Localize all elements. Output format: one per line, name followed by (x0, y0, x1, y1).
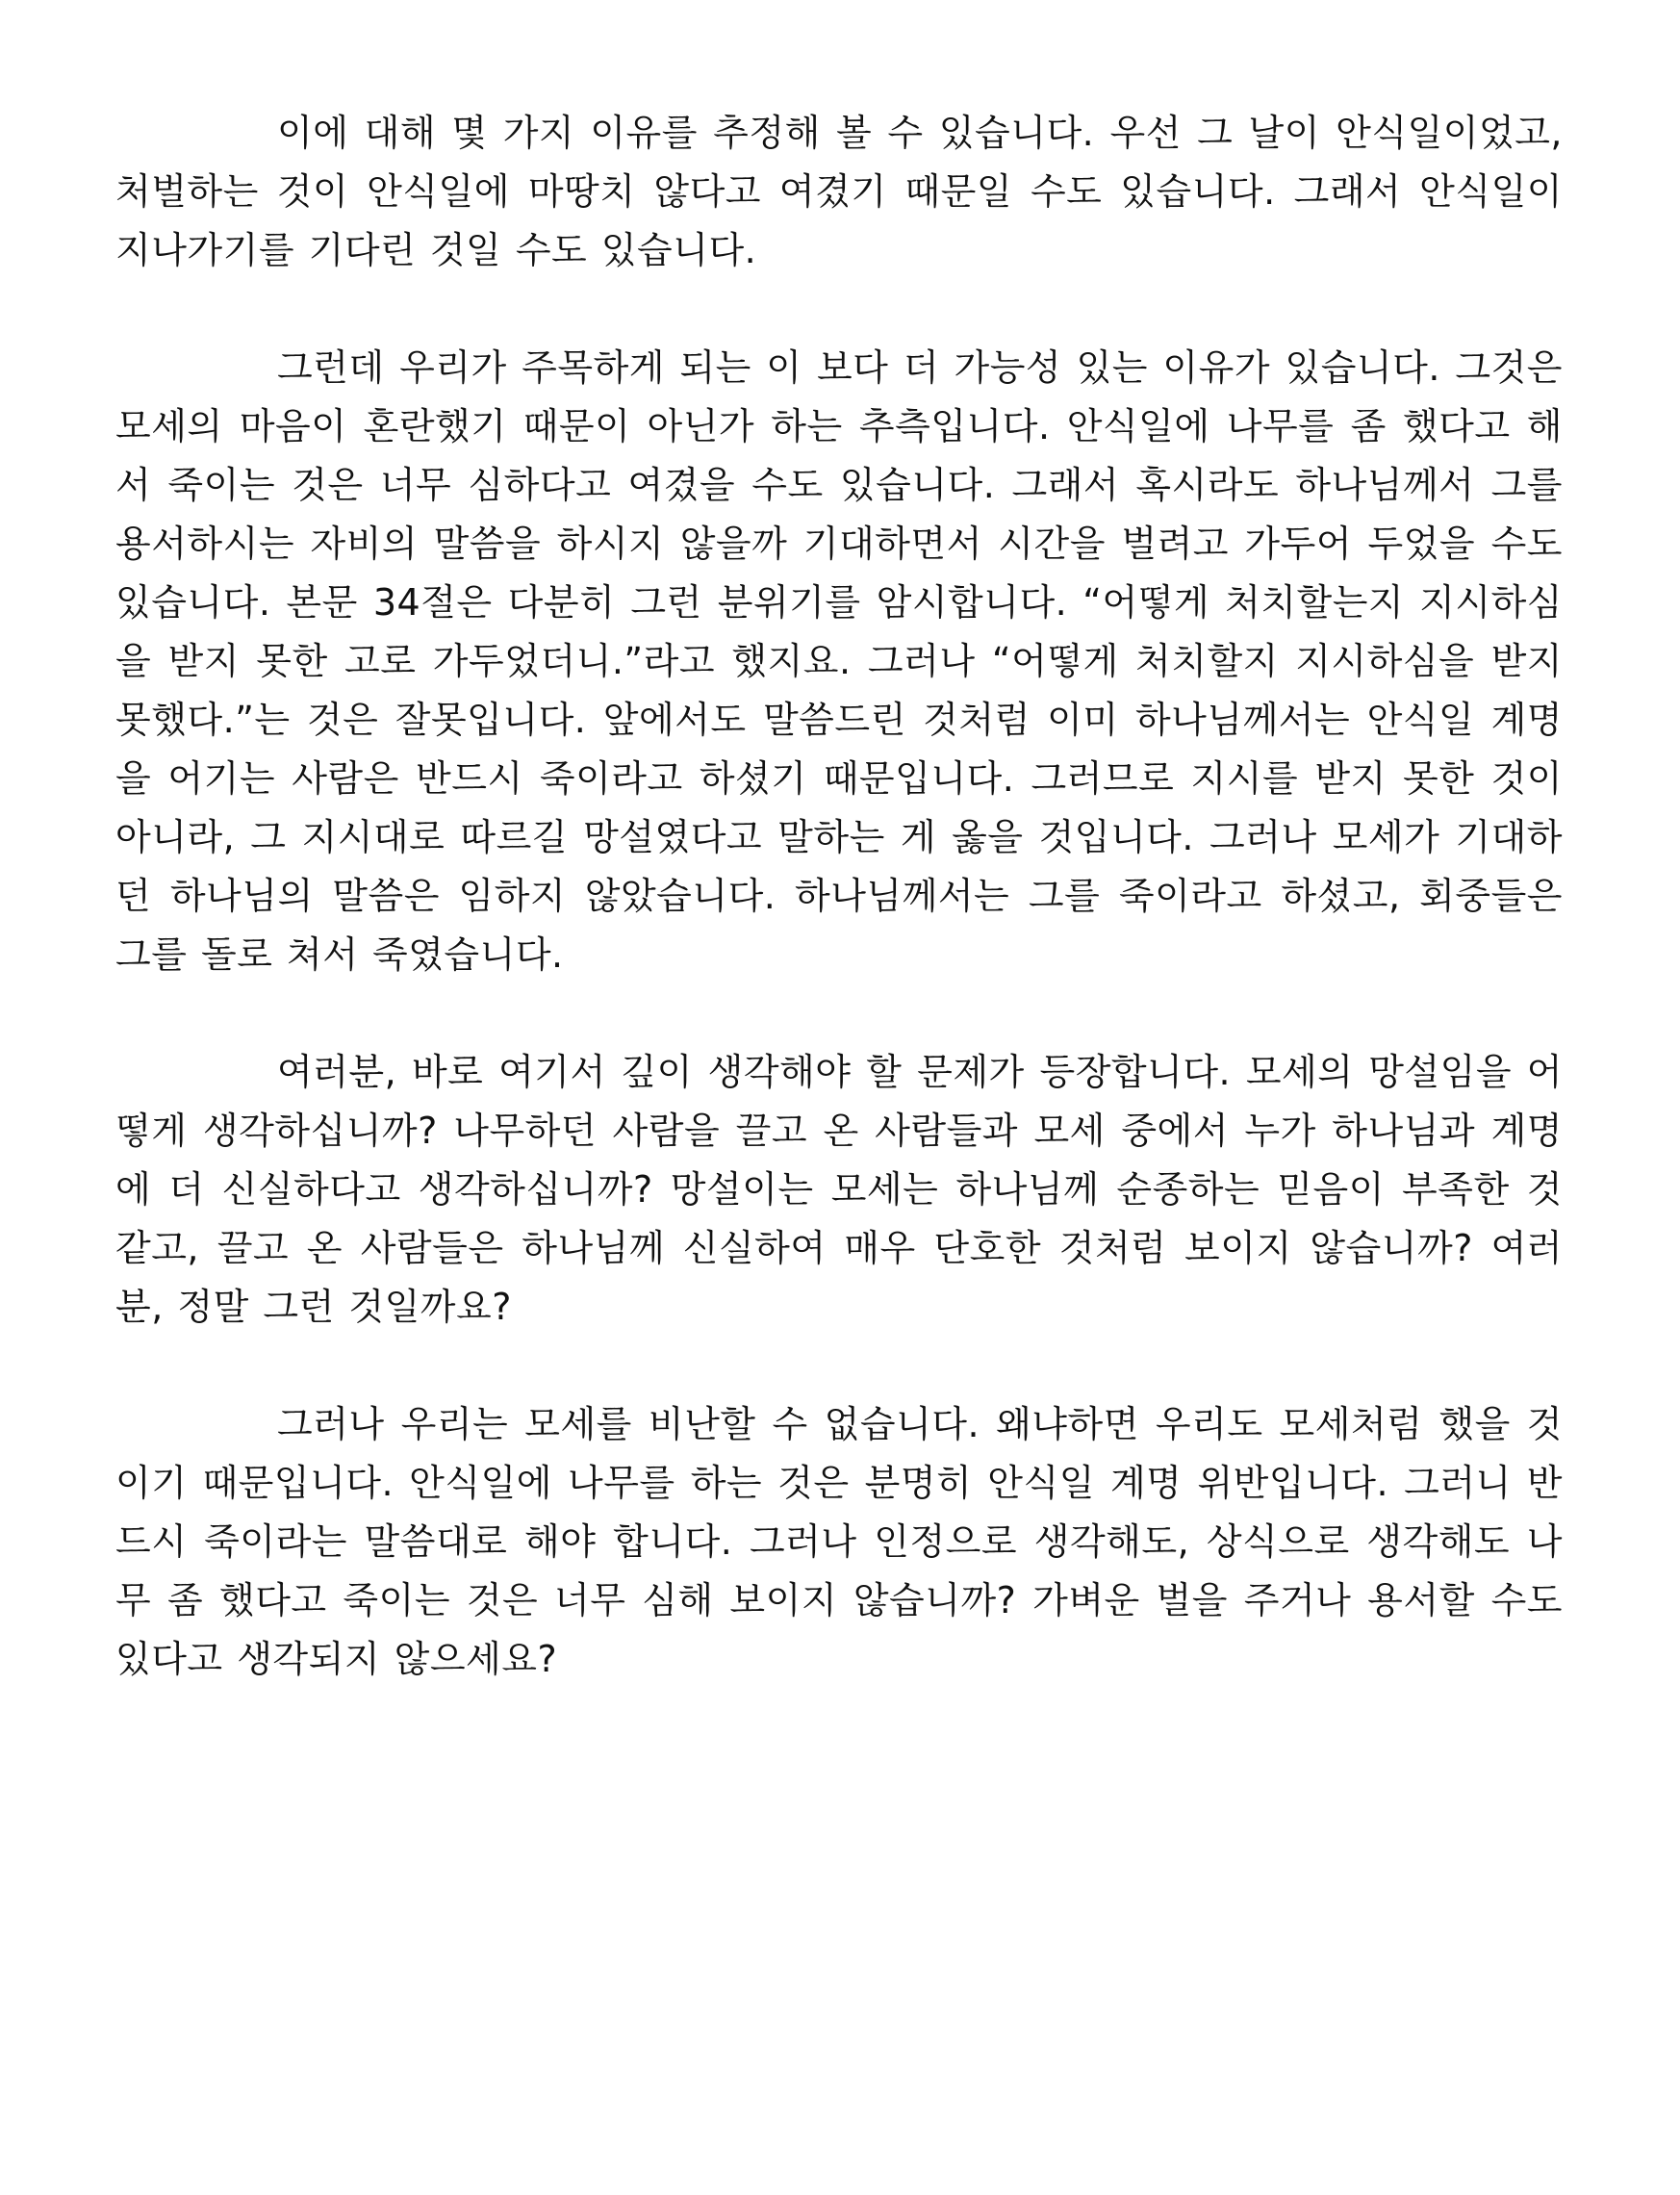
document-page (115, 104, 1563, 1689)
paragraph-3: 여러분, 바로 여기서 깊이 생각해야 할 문제가 등장합니다. 모세의 망설임을 어떻게 생각하십니까? 나무하던 사람을 끌고 온 사람들과 모세 중에서 누가 하나님과 계명에 더 신실하다고 생각하십니까? 망설이는 모세는 하나님께 순종하는 믿음이 부족한 것 같고, 끌고 온 사람들은 하나님께 신실하여 매우 단호한 것처럼 보이지 않습니까? 여러분, 정말 그런 것일까요? (115, 1051, 1563, 1328)
paragraph-1: 이에 대해 몇 가지 이유를 추정해 볼 수 있습니다. 우선 그 날이 안식일이었고, 처벌하는 것이 안식일에 마땅치 않다고 여겼기 때문일 수도 있습니다. 그래서 안식일이 지나가기를 기다린 것일 수도 있습니다. (115, 112, 1563, 271)
paragraph-2: 그런데 우리가 주목하게 되는 이 보다 더 가능성 있는 이유가 있습니다. 그것은 모세의 마음이 혼란했기 때문이 아닌가 하는 추측입니다. 안식일에 나무를 좀 했다고 해서 죽이는 것은 너무 심하다고 여겼을 수도 있습니다. 그래서 혹시라도 하나님께서 그를 용서하시는 자비의 말씀을 하시지 않을까 기대하면서 시간을 벌려고 가두어 두었을 수도 있습니다. 본문 34절은 다분히 그런 분위기를 암시합니다. “어떻게 처치할는지 지시하심을 받지 못한 고로 가두었더니.”라고 했지요. 그러나 “어떻게 처치할지 지시하심을 받지 못했다.”는 것은 잘못입니다. 앞에서도 말씀드린 것처럼 이미 하나님께서는 안식일 계명을 어기는 사람은 반드시 죽이라고 하셨기 때문입니다. 그러므로 지시를 받지 못한 것이 아니라, 그 지시대로 따르길 망설였다고 말하는 게 옳을 것입니다. 그러나 모세가 기대하던 하나님의 말씀은 임하지 않았습니다. 하나님께서는 그를 죽이라고 하셨고, 회중들은 그를 돌로 쳐서 죽였습니다. (115, 346, 1563, 976)
paragraph-4: 그러나 우리는 모세를 비난할 수 없습니다. 왜냐하면 우리도 모세처럼 했을 것이기 때문입니다. 안식일에 나무를 하는 것은 분명히 안식일 계명 위반입니다. 그러니 반드시 죽이라는 말씀대로 해야 합니다. 그러나 인정으로 생각해도, 상식으로 생각해도 나무 좀 했다고 죽이는 것은 너무 심해 보이지 않습니까? 가벼운 벌을 주거나 용서할 수도 있다고 생각되지 않으세요? (115, 1403, 1563, 1680)
